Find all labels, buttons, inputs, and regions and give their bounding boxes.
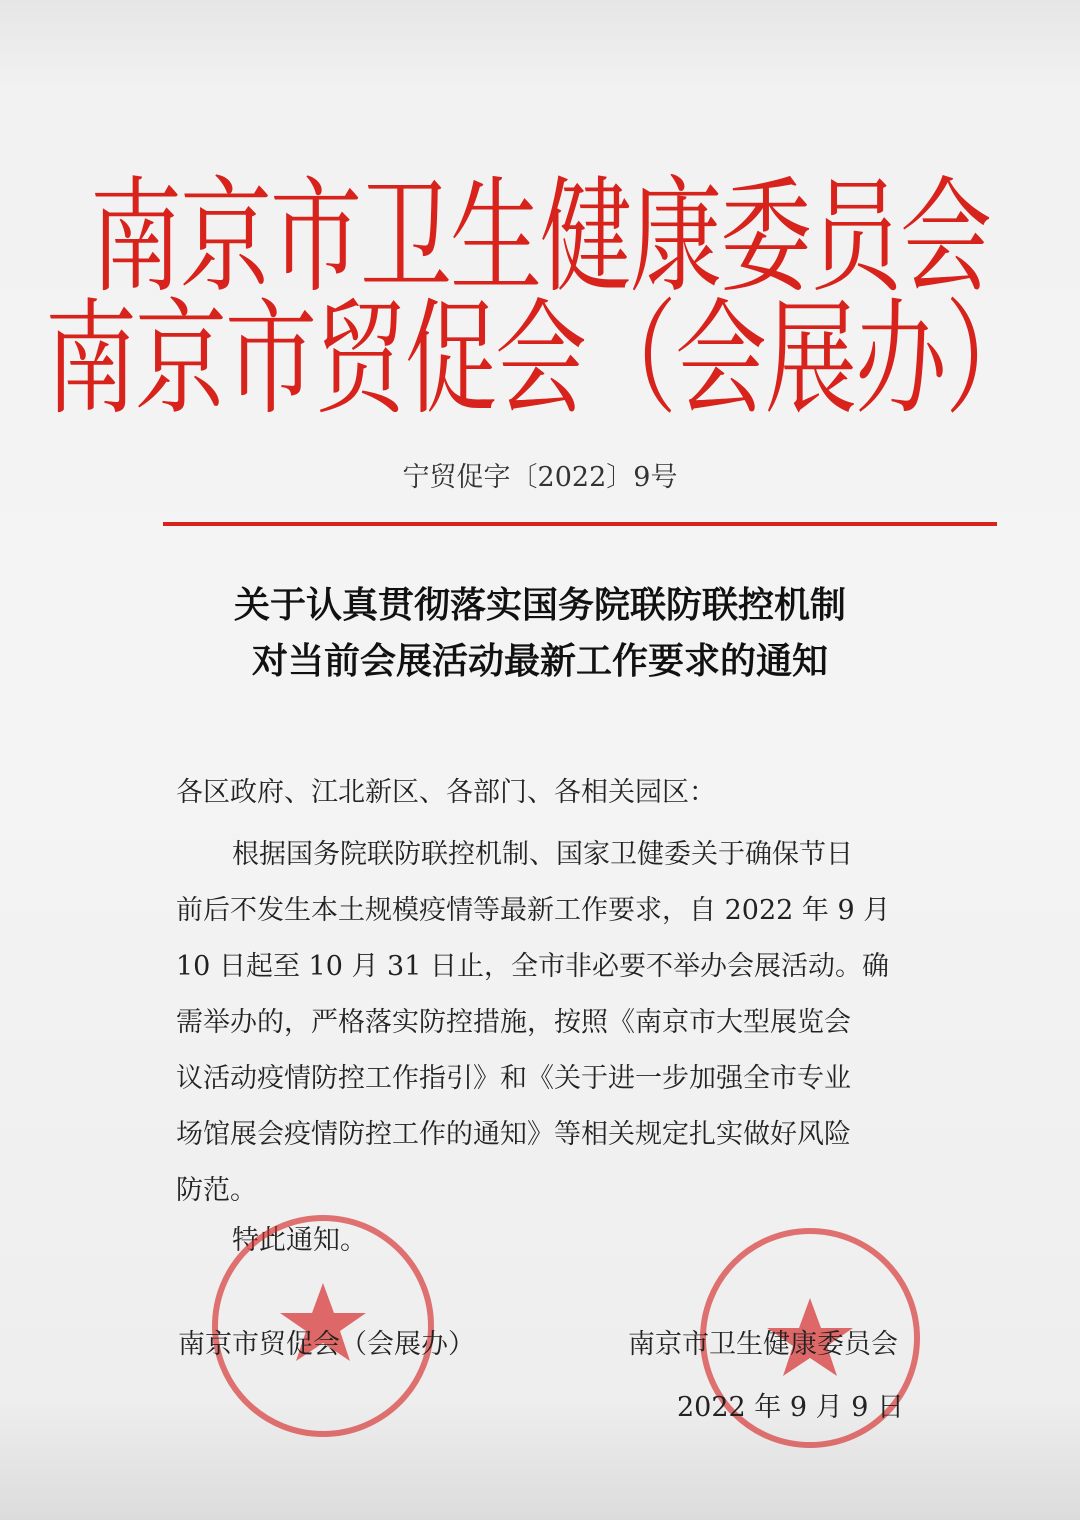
addressee-line: 各区政府、江北新区、各部门、各相关园区： [176, 777, 716, 808]
body-line-4: 需举办的，严格落实防控措施，按照《南京市大型展览会 [176, 1007, 851, 1038]
red-divider-rule [163, 522, 997, 526]
document-title-line-1: 关于认真贯彻落实国务院联防联控机制 [233, 584, 846, 626]
issuer-header-line-2: 南京市贸促会（会展办） [44, 287, 1035, 432]
body-line-6: 场馆展会疫情防控工作的通知》等相关规定扎实做好风险 [176, 1119, 851, 1150]
body-line-2: 前后不发生本土规模疫情等最新工作要求，自 2022 年 9 月 [176, 895, 891, 926]
issuer-header-line-1: 南京市卫生健康委员会 [89, 165, 990, 310]
body-line-1: 根据国务院联防联控机制、国家卫健委关于确保节日 [232, 839, 853, 870]
signature-issuer-left: 南京市贸促会（会展办） [178, 1329, 475, 1360]
issue-date: 2022 年 9 月 9 日 [677, 1392, 904, 1423]
body-line-5: 议活动疫情防控工作指引》和《关于进一步加强全市专业 [176, 1063, 851, 1094]
closing-line: 特此通知。 [232, 1225, 367, 1256]
document-title-line-2: 对当前会展活动最新工作要求的通知 [251, 640, 828, 682]
body-line-3: 10 日起至 10 月 31 日止，全市非必要不举办会展活动。确 [176, 951, 889, 982]
document-number: 宁贸促字〔2022〕9号 [402, 462, 678, 493]
signature-issuer-right: 南京市卫生健康委员会 [628, 1329, 898, 1360]
body-line-7: 防范。 [176, 1175, 257, 1206]
